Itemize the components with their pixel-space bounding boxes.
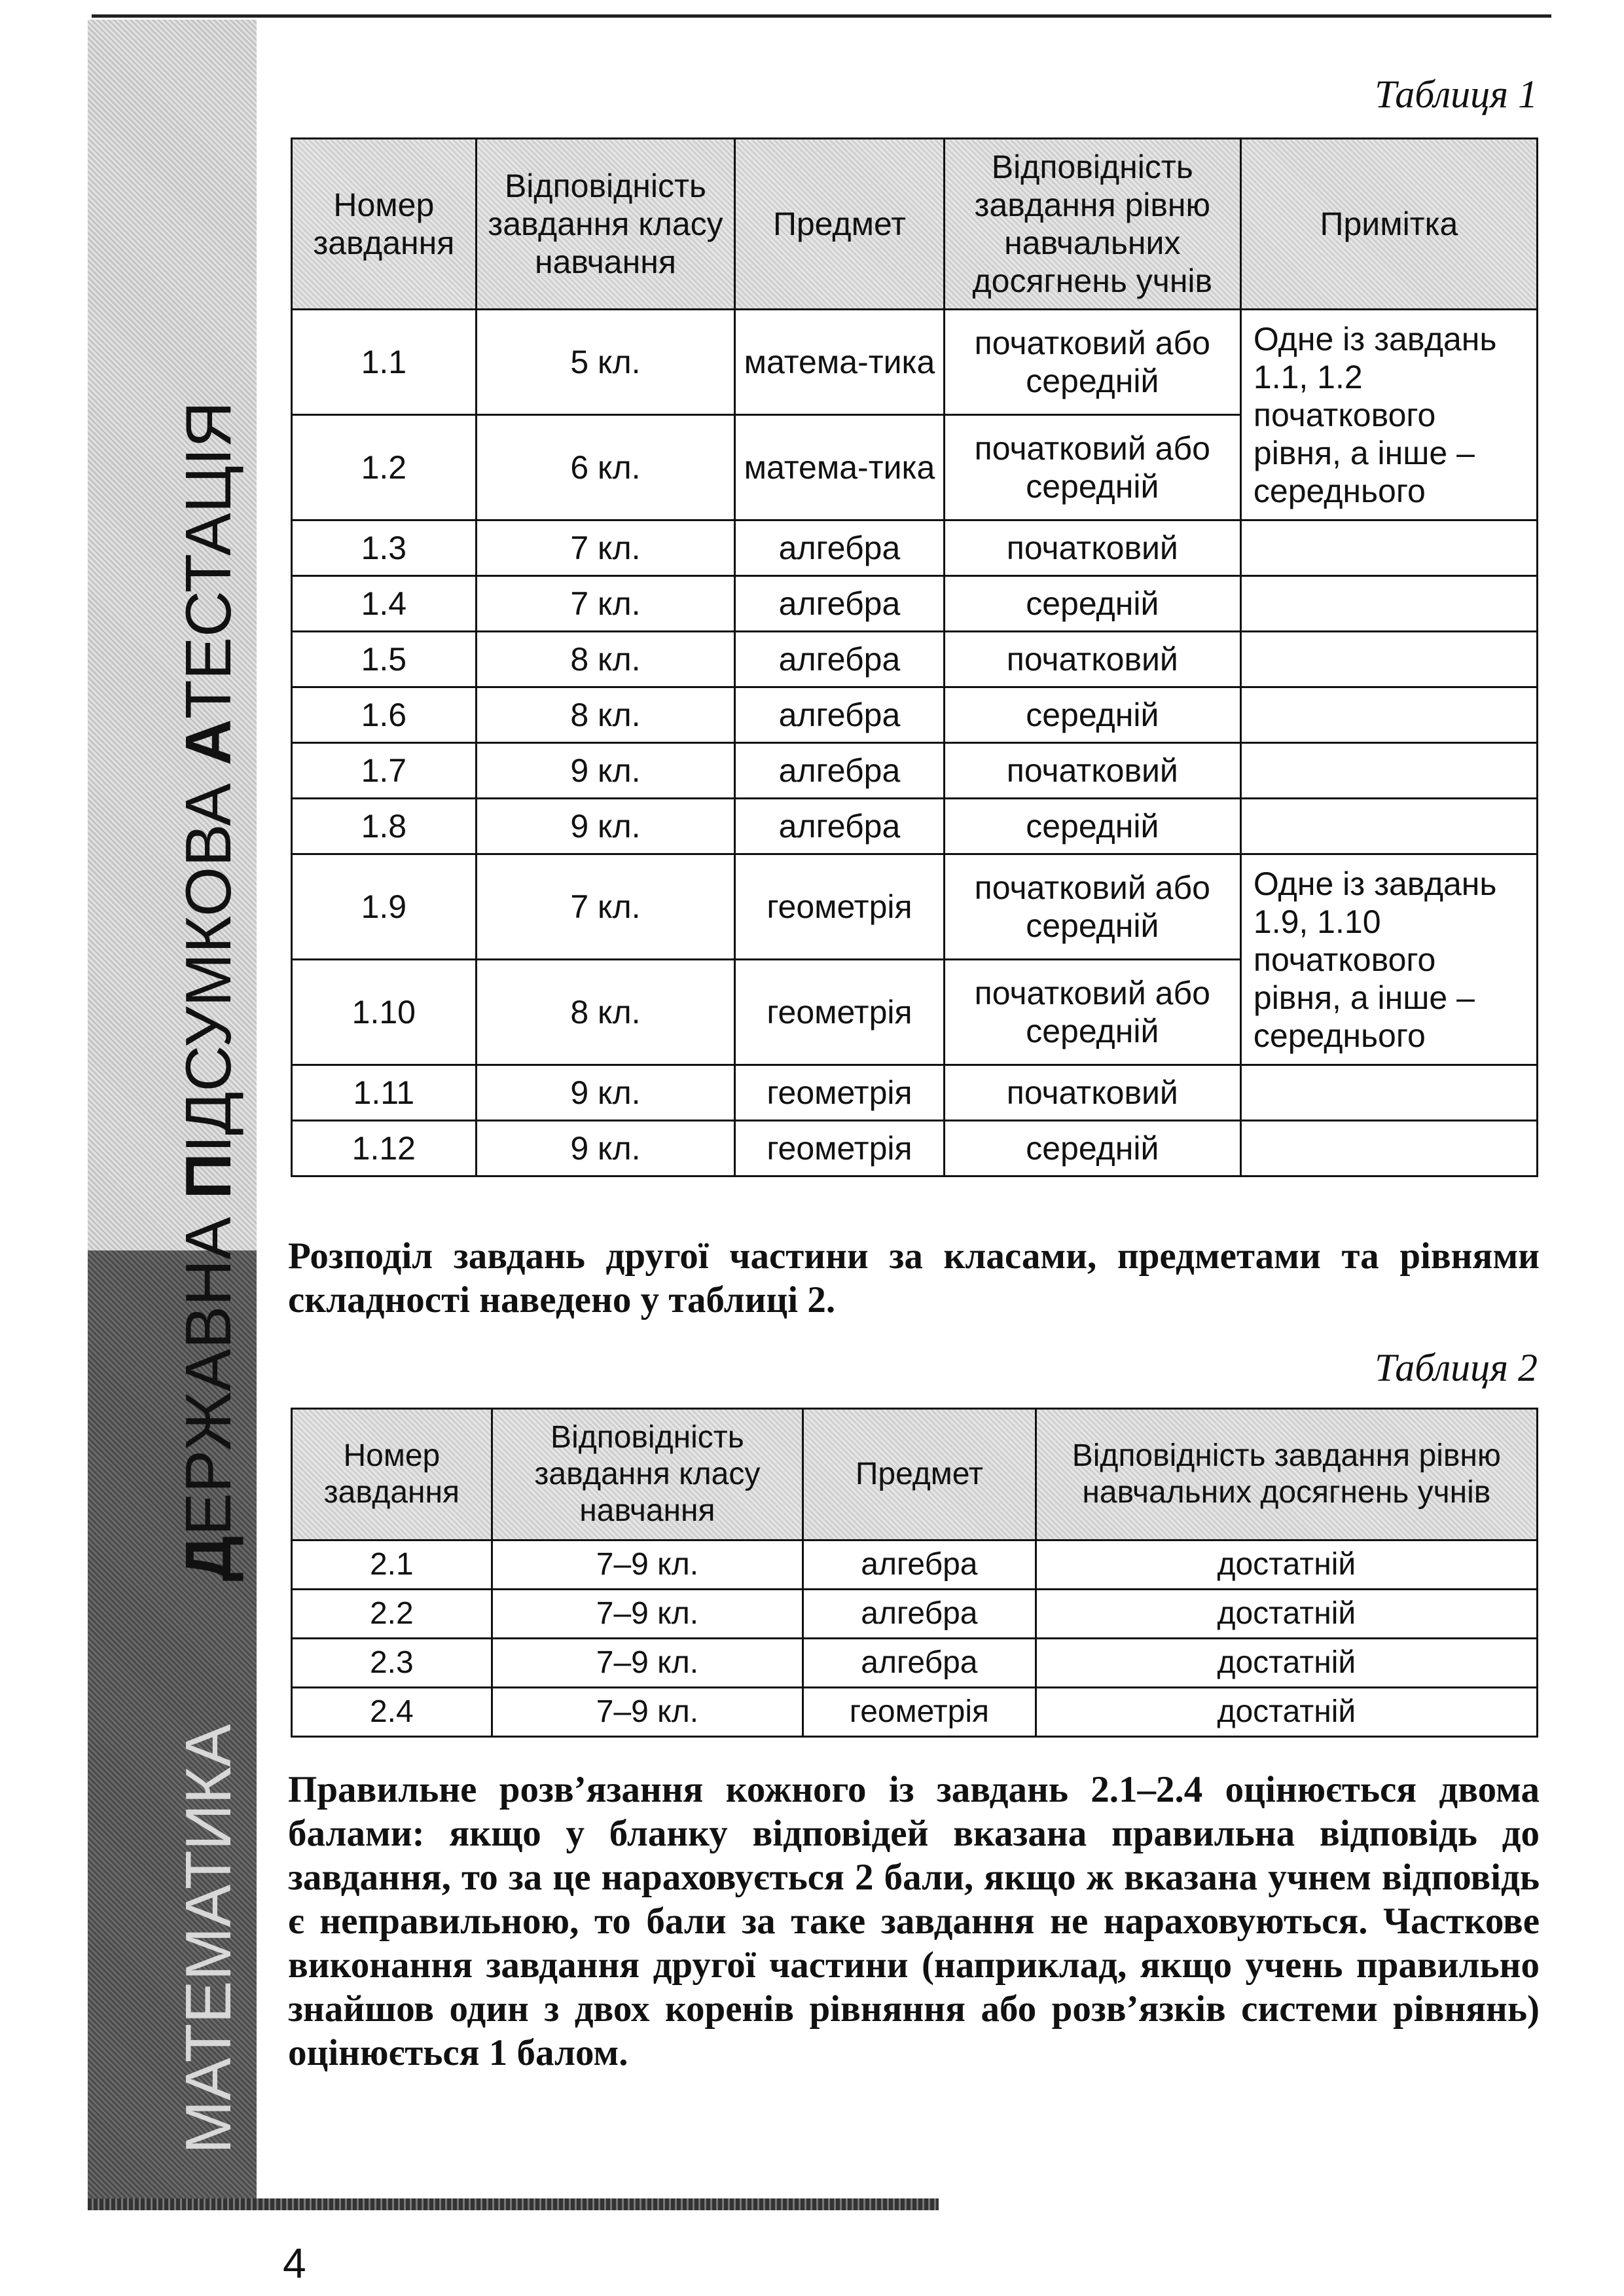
table-cell: геометрія [803,1688,1036,1737]
table1-caption: Таблиця 1 [1375,73,1538,116]
table-cell: початковий або середній [944,854,1240,960]
table-cell: алгебра [735,520,944,576]
sidebar-subject: МАТЕМАТИКА [172,1724,244,2154]
table2-header-row [292,1409,1538,1540]
table-cell: 1.4 [292,576,477,632]
table1-header-subject: Предмет [735,139,944,310]
sidebar-title-letter-p: П [172,1153,244,1199]
sidebar-title [88,20,257,2200]
table-cell: алгебра [803,1540,1036,1590]
table-row [292,1065,1538,1121]
table-cell: достатній [1036,1590,1537,1639]
table-row [292,1639,1538,1688]
table2-header-num: Номер завдання [292,1409,492,1540]
sidebar-title-part-1: ЕРЖАВНА [172,1199,244,1536]
table-cell: 2.2 [292,1590,492,1639]
table1-header-grade: Відповідність завдання класу навчання [476,139,735,310]
bottom-rule [88,2198,939,2210]
sidebar-title-letter-a: А [172,719,244,766]
table-cell-empty [1240,1065,1537,1121]
table-cell: алгебра [735,799,944,854]
table-cell: матема-тика [735,310,944,415]
sidebar-title-part-2: ІДСУМКОВА [172,765,244,1153]
table-cell: 1.3 [292,520,477,576]
table-cell: 1.2 [292,415,477,520]
table-cell: алгебра [735,632,944,687]
table-row [292,310,1538,415]
table-cell: 7–9 кл. [492,1688,803,1737]
table-cell: 1.6 [292,687,477,743]
table-cell: початковий [944,743,1240,799]
table-row [292,799,1538,854]
page-number: 4 [283,2240,306,2287]
table-cell: 5 кл. [476,310,735,415]
table-row [292,632,1538,687]
table-cell-empty [1240,687,1537,743]
table-cell: початковий або середній [944,310,1240,415]
table-2 [291,1408,1538,1738]
table-cell-empty [1240,743,1537,799]
table-row [292,1688,1538,1737]
table-1 [291,137,1538,1177]
table-row [292,743,1538,799]
table-cell: 9 кл. [476,1065,735,1121]
table-cell: 1.7 [292,743,477,799]
table-cell: геометрія [735,1121,944,1176]
table-cell: алгебра [735,687,944,743]
table-cell: початковий [944,520,1240,576]
table-cell: достатній [1036,1540,1537,1590]
table-cell: 8 кл. [476,632,735,687]
table-cell: 2.4 [292,1688,492,1737]
table-cell: геометрія [735,960,944,1065]
table-cell: 7–9 кл. [492,1639,803,1688]
table-cell: матема-тика [735,415,944,520]
paragraph-scoring-rules: Правильне розв’язання кожного із завдань 2.1–2.4 оцінюється двома балами: якщо у бланку відповідей вказана правильна відповідь до завдання, то за це нараховується 2 бали, якщо ж вказана учнем відповідь є неправильною, то бали за таке завдання не нараховуються. Часткове виконання завдання другої частини (наприклад, якщо учень правильно знайшов один з двох коренів рівняння або розв’язків системи рівнянь) оцінюється 1 балом. [288,1769,1540,2073]
table-cell: 7 кл. [476,854,735,960]
table-cell: початковий [944,1065,1240,1121]
table-cell: 8 кл. [476,960,735,1065]
table-cell: 7 кл. [476,520,735,576]
table-cell: 1.5 [292,632,477,687]
table1-header-level: Відповідність завдання рівню навчальних досягнень учнів [944,139,1240,310]
paragraph-table2-intro: Розподіл завдань другої частини за класами, предметами та рівнями складності наведено у таблиці 2. [288,1235,1540,1321]
table-cell: 7–9 кл. [492,1540,803,1590]
table-cell-empty [1240,632,1537,687]
table-cell: початковий або середній [944,960,1240,1065]
table-cell: геометрія [735,1065,944,1121]
table-row [292,1121,1538,1176]
table1-header-note: Примітка [1240,139,1537,310]
table1-note-1: Одне із завдань 1.1, 1.2 початкового рівня, а інше – середнього [1240,310,1537,520]
table-cell: середній [944,1121,1240,1176]
table2-header-grade: Відповідність завдання класу навчання [492,1409,803,1540]
table-row [292,854,1538,960]
table-row [292,576,1538,632]
table-row [292,687,1538,743]
table-cell: алгебра [735,743,944,799]
table-cell: 1.10 [292,960,477,1065]
table-cell: алгебра [803,1639,1036,1688]
table-row [292,1540,1538,1590]
table-cell: алгебра [803,1590,1036,1639]
table-cell: 1.1 [292,310,477,415]
table-cell: 1.8 [292,799,477,854]
table-cell: 9 кл. [476,799,735,854]
table-cell: середній [944,687,1240,743]
table-cell: 1.9 [292,854,477,960]
table-cell: середній [944,576,1240,632]
sidebar-title-letter-d: Д [172,1535,244,1582]
table-cell: 7 кл. [476,576,735,632]
table-cell: 7–9 кл. [492,1590,803,1639]
table2-caption: Таблиця 2 [1375,1346,1538,1389]
table-cell-empty [1240,576,1537,632]
sidebar-band [88,20,257,2200]
table-cell: достатній [1036,1688,1537,1737]
table-cell: алгебра [735,576,944,632]
table-cell-empty [1240,1121,1537,1176]
table-cell: 9 кл. [476,1121,735,1176]
table-cell: середній [944,799,1240,854]
table-cell: 1.11 [292,1065,477,1121]
table-cell: 2.3 [292,1639,492,1688]
table1-header-row [292,139,1538,310]
table-cell: 8 кл. [476,687,735,743]
table-cell-empty [1240,520,1537,576]
table-cell: 6 кл. [476,415,735,520]
table2-header-level: Відповідність завдання рівню навчальних досягнень учнів [1036,1409,1537,1540]
table2-header-subject: Предмет [803,1409,1036,1540]
table1-header-num: Номер завдання [292,139,477,310]
table-cell: 2.1 [292,1540,492,1590]
table1-note-2: Одне із завдань 1.9, 1.10 початкового рівня, а інше – середнього [1240,854,1537,1065]
table-cell-empty [1240,799,1537,854]
table-cell: 9 кл. [476,743,735,799]
top-rule [92,14,1551,18]
table-cell: геометрія [735,854,944,960]
table-cell: достатній [1036,1639,1537,1688]
table-cell: початковий [944,632,1240,687]
table-row [292,520,1538,576]
table-cell: 1.12 [292,1121,477,1176]
table-cell: початковий або середній [944,415,1240,520]
sidebar-title-part-3: ТЕСТАЦІЯ [172,401,244,720]
table-row [292,1590,1538,1639]
